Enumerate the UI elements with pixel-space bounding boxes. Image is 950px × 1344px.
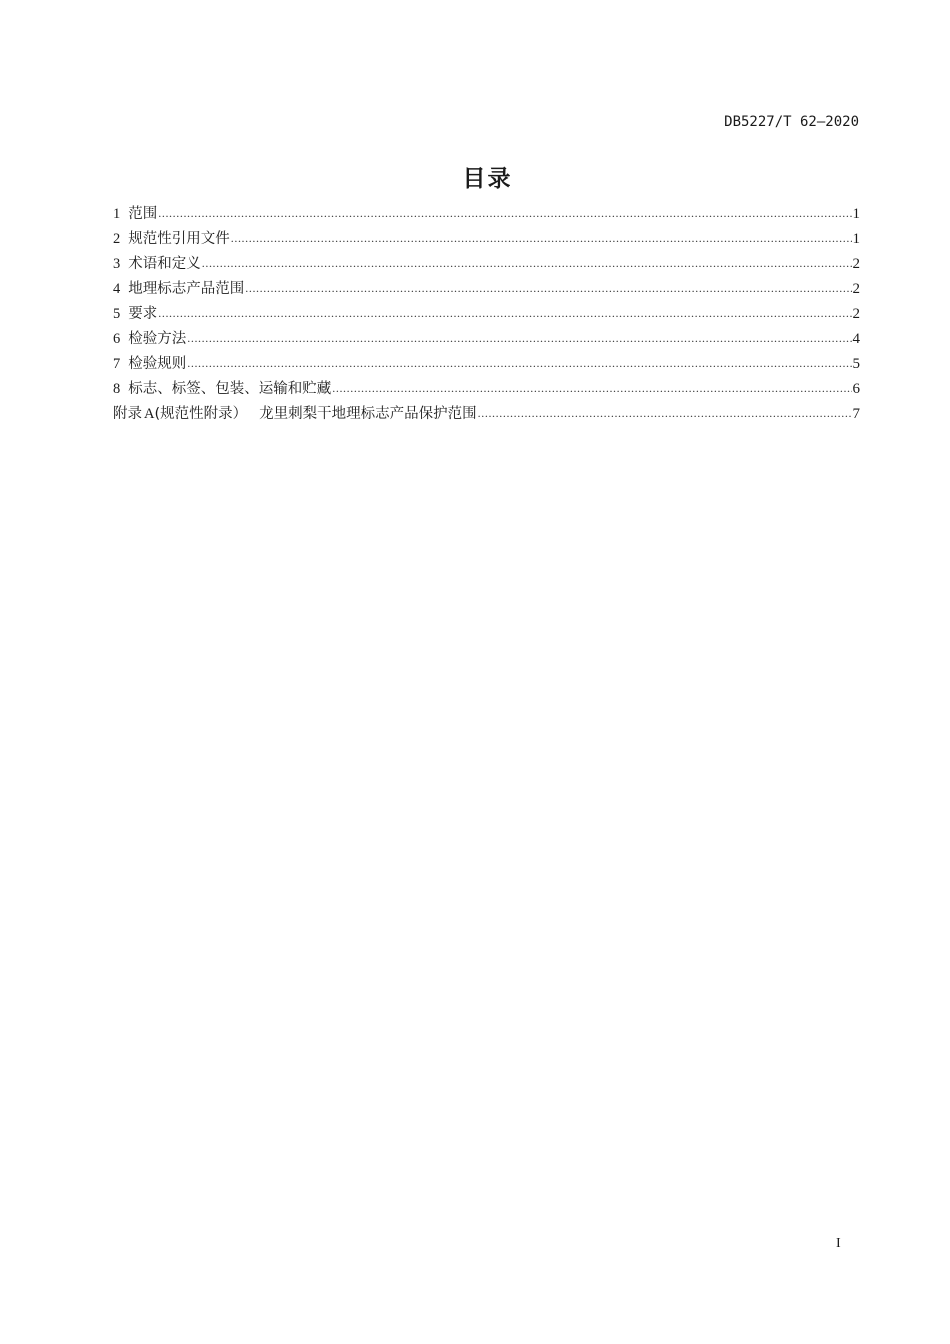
toc-entry-label: [113, 352, 186, 377]
toc-leader-dots: [478, 401, 852, 426]
page-number: I: [836, 1236, 841, 1251]
toc-entry-number: 8: [113, 381, 121, 397]
toc-entry-label: [113, 402, 477, 427]
toc-entry-3[interactable]: [113, 252, 860, 277]
toc-entry-label: [113, 227, 230, 252]
toc-entry-label: [113, 302, 157, 327]
toc-entry-number: 2: [113, 231, 121, 247]
toc-entry-number: 5: [113, 306, 121, 322]
toc-entry-1[interactable]: [113, 202, 860, 227]
toc-entry-number: 4: [113, 281, 121, 297]
appendix-letter: A: [144, 406, 155, 422]
toc-entry-label: [113, 277, 244, 302]
toc-entry-label: [113, 377, 331, 402]
toc-entry-text: 地理标志产品范围: [128, 281, 245, 297]
toc-entry-page: 2: [852, 306, 860, 322]
toc-entry-text: 术语和定义: [128, 256, 201, 272]
toc-entry-7[interactable]: [113, 352, 860, 377]
toc-entry-number: 6: [113, 331, 121, 347]
toc-title: 目录: [462, 166, 513, 192]
appendix-type: (规范性附录）: [154, 406, 248, 422]
toc-entry-page: 2: [852, 256, 860, 272]
toc-entry-text: 检验规则: [128, 356, 187, 372]
toc-leader-dots: [158, 201, 851, 226]
toc-entry-text: 要求: [128, 306, 158, 322]
toc-entry-page: 2: [852, 281, 860, 297]
document-number: DB5227/T 62—2020: [724, 114, 859, 130]
toc-entry-text: 规范性引用文件: [128, 231, 230, 247]
toc-entry-appendix-a[interactable]: [113, 402, 860, 427]
toc-entry-label: [113, 327, 186, 352]
toc-entry-page: 4: [852, 331, 860, 347]
toc-entry-page: 1: [852, 231, 860, 247]
toc-entry-page: 1: [852, 206, 860, 222]
toc-entry-number: 3: [113, 256, 121, 272]
toc-entry-text: 龙里刺梨干地理标志产品保护范围: [259, 406, 477, 422]
toc-entry-text: 范围: [128, 206, 158, 222]
table-of-contents: [113, 202, 860, 427]
toc-leader-dots: [158, 301, 851, 326]
toc-entry-label: [113, 252, 201, 277]
toc-entry-number: 7: [113, 356, 121, 372]
toc-entry-5[interactable]: [113, 302, 860, 327]
toc-entry-number: 1: [113, 206, 121, 222]
toc-entry-4[interactable]: [113, 277, 860, 302]
toc-leader-dots: [187, 351, 851, 376]
toc-entry-6[interactable]: [113, 327, 860, 352]
toc-leader-dots: [332, 376, 851, 401]
toc-entry-2[interactable]: [113, 227, 860, 252]
toc-leader-dots: [202, 251, 852, 276]
toc-entry-text: 检验方法: [128, 331, 187, 347]
toc-entry-page: 5: [852, 356, 860, 372]
toc-leader-dots: [187, 326, 851, 351]
toc-entry-page: 7: [852, 406, 860, 422]
toc-entry-page: 6: [852, 381, 860, 397]
toc-leader-dots: [245, 276, 851, 301]
appendix-prefix: 附录: [113, 406, 142, 422]
toc-entry-8[interactable]: [113, 377, 860, 402]
toc-entry-text: 标志、标签、包装、运输和贮藏: [128, 381, 332, 397]
toc-leader-dots: [231, 226, 852, 251]
toc-entry-label: [113, 202, 157, 227]
